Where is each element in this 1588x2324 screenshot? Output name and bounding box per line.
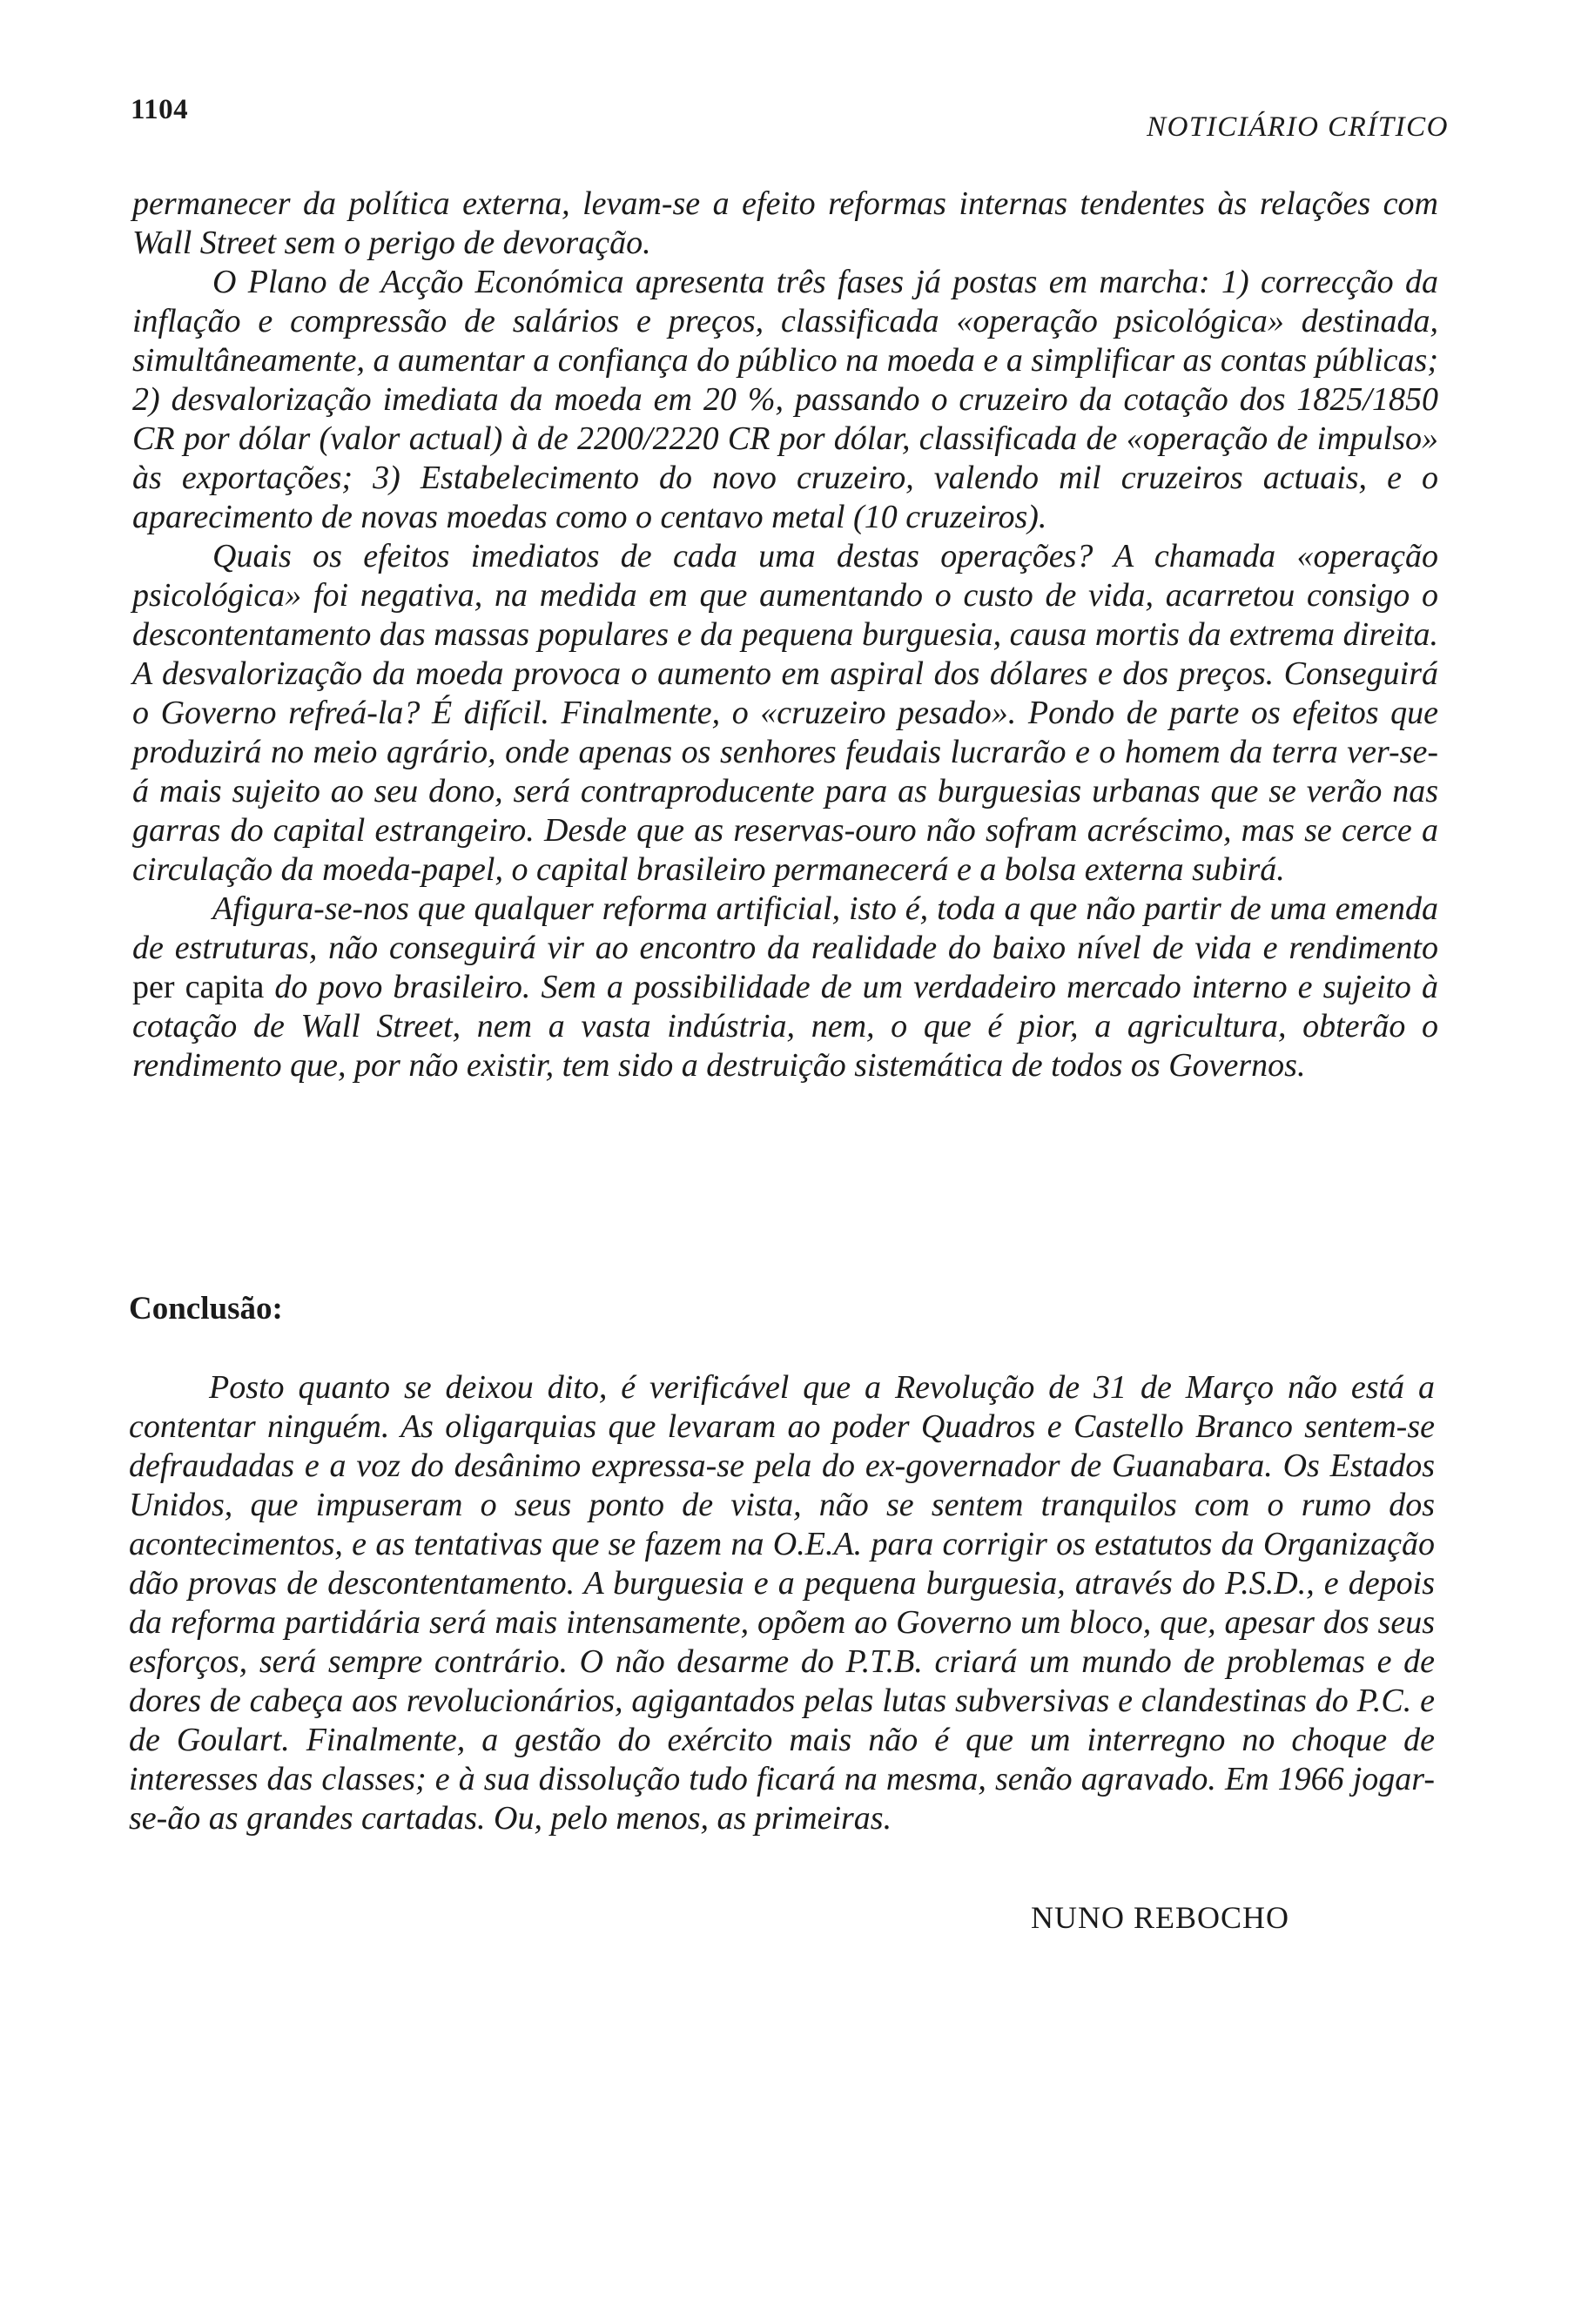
author-signature: NUNO REBOCHO	[1031, 1900, 1290, 1935]
conclusion-body	[129, 1368, 1435, 1838]
paragraph-effects: Quais os efeitos imediatos de cada uma destas operações? A chamada «operação psicológica» foi negativa, na medida em que aumentando o custo de vida, acarretou consigo o descontentamento das massas populares e da pequena burguesia, causa mortis da extrema direita. A desvalorização da moeda provoca o aumento em aspiral dos dólares e dos preços. Conseguirá o Governo refreá-la? É difícil. Finalmente, o «cruzeiro pesado». Pondo de parte os efeitos que produzirá no meio agrário, onde apenas os senhores feudais lucrarão e o homem da terra ver-se-á mais sujeito ao seu dono, será contraproducente para as burguesias urbanas que se verão nas garras do capital estrangeiro. Desde que as reservas-ouro não sofram acréscimo, mas se cerce a circulação da moeda-papel, o capital brasileiro permanecerá e a bolsa externa subirá.	[132, 538, 1438, 888]
page-header	[131, 94, 1449, 143]
latin-phrase: per capita	[132, 969, 265, 1005]
paragraph-text: do povo brasileiro. Sem a possibilidade de um verdadeiro mercado interno e sujeito à cotação de Wall Street, nem a vasta indústria, nem, o que é pior, a agricultura, obterão o rendimento que, por não existir, tem sido a destruição sistemática de todos os Governos.	[132, 969, 1439, 1084]
paragraph-artificial-reform	[132, 890, 1438, 1085]
page-number: 1104	[131, 94, 189, 125]
article-body	[132, 185, 1438, 1085]
section-heading: Conclusão:	[129, 1291, 283, 1327]
paragraph-economic-plan: O Plano de Acção Económica apresenta três fases já postas em marcha: 1) correcção da inflação e compressão de salários e preços, classificada «operação psicológica» destinada, simultâneamente, a aumentar a confiança do público na moeda e a simplificar as contas públicas; 2) desvalorização imediata da moeda em 20 %, passando o cruzeiro da cotação dos 1825/1850 CR por dólar (valor actual) à de 2200/2220 CR por dólar, classificada de «operação de impulso» às exportações; 3) Estabelecimento do novo cruzeiro, valendo mil cruzeiros actuais, e o aparecimento de novas moedas como o centavo metal (10 cruzeiros).	[132, 264, 1438, 535]
conclusion-paragraph: Posto quanto se deixou dito, é verificável que a Revolução de 31 de Março não está a contentar ninguém. As oligarquias que levaram ao poder Quadros e Castello Branco sentem-se defraudadas e a voz do desânimo expressa-se pela do ex-governador de Guanabara. Os Estados Unidos, que impuseram o seus ponto de vista, não se sentem tranquilos com o rumo dos acontecimentos, e as tentativas que se fazem na O.E.A. para corrigir os estatutos da Organização dão provas de descontentamento. A burguesia e a pequena burguesia, através do P.S.D., e depois da reforma partidária será mais intensamente, opõem ao Governo um bloco, que, apesar dos seus esforços, será sempre contrário. O não desarme do P.T.B. criará um mundo de problemas e de dores de cabeça aos revolucionários, agigantados pelas lutas subversivas e clandestinas do P.C. e de Goulart. Finalmente, a gestão do exército mais não é que um interregno no choque de interesses das classes; e à sua dissolução tudo ficará na mesma, senão agravado. Em 1966 jogar-se-ão as grandes cartadas. Ou, pelo menos, as primeiras.	[129, 1369, 1435, 1837]
paragraph-continued: permanecer da política externa, levam-se a efeito reformas internas tendentes às relações com Wall Street sem o perigo de devoração.	[132, 185, 1438, 261]
paragraph-text: Afigura-se-nos que qualquer reforma artificial, isto é, toda a que não partir de uma emenda de estruturas, não conseguirá vir ao encontro da realidade do baixo nível de vida e rendimento	[132, 890, 1438, 966]
running-head: NOTICIÁRIO CRÍTICO	[1147, 111, 1449, 143]
